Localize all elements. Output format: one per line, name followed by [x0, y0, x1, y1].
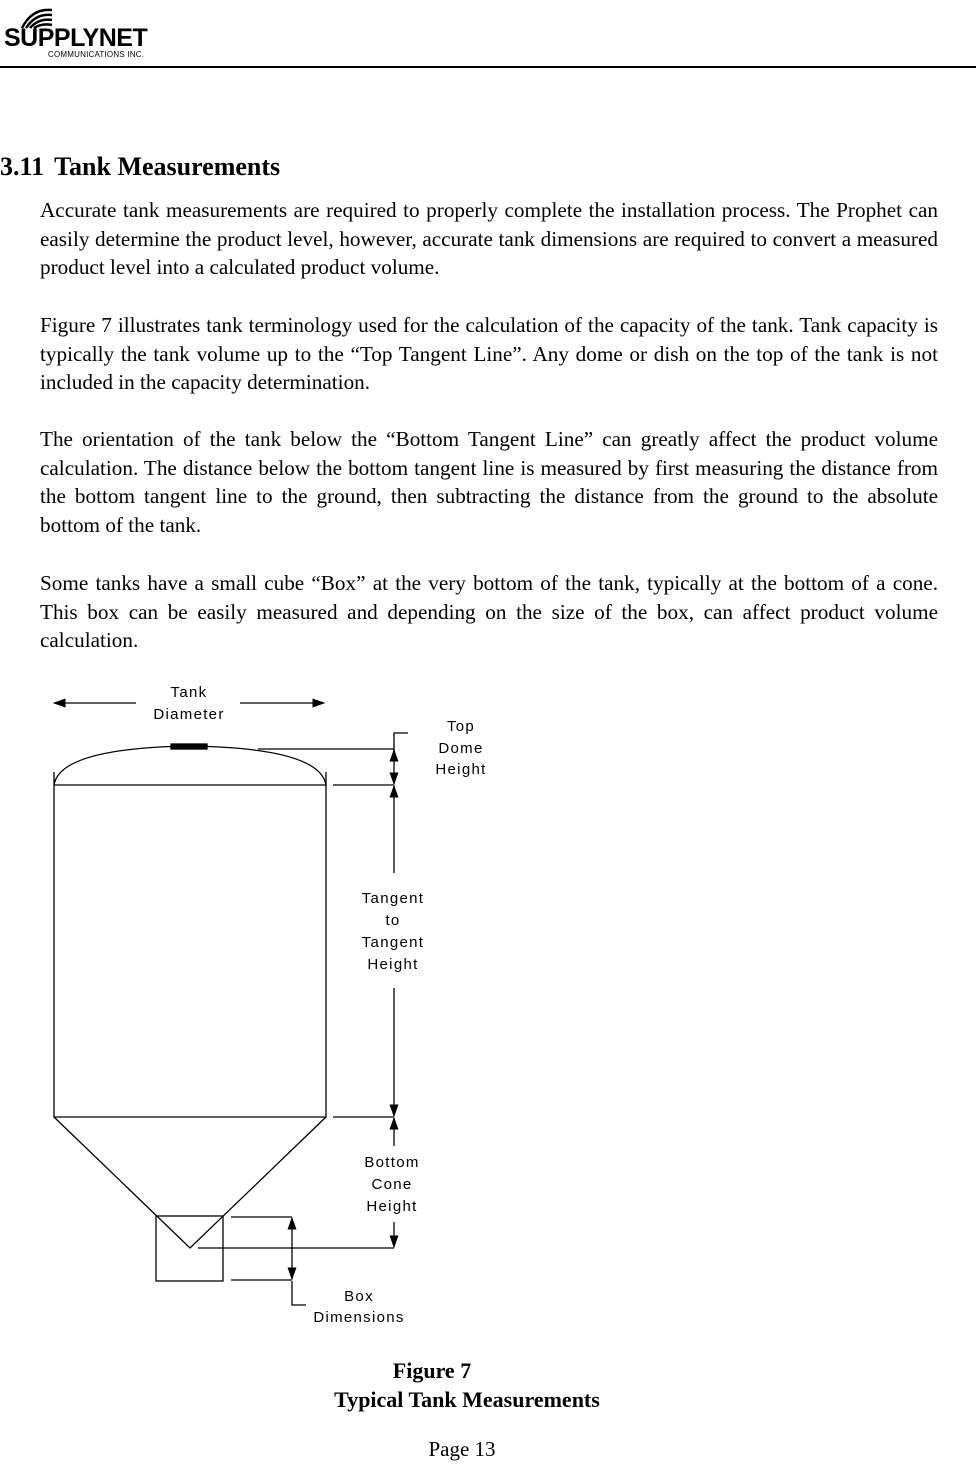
top-dome-label: Top: [446, 718, 476, 735]
page-number: Page 13: [428, 1437, 496, 1461]
paragraph: Figure 7 illustrates tank terminology used for the calculation of the capacity of the tank. Tank capacity is typically the tank volume up to the “Top Tangent Line”. Any dome or dish on the top of the tank is not included in the capacity determination.: [40, 313, 938, 395]
header-divider: [0, 66, 976, 68]
box-leader: [292, 1281, 306, 1305]
box-dimensions-label: Box: [344, 1288, 374, 1305]
tank-cylinder: [54, 772, 326, 1117]
tank-dome: [54, 746, 326, 785]
box-dimensions-label: Dimensions: [313, 1309, 405, 1326]
supplynet-logo: [4, 2, 174, 64]
figure-label: Figure 7: [392, 1358, 472, 1383]
top-dome-leader: [394, 733, 408, 752]
page-header: [0, 0, 976, 70]
paragraph: Accurate tank measurements are required to properly complete the installation process. The Prophet can easily determine the product level, however, accurate tank dimensions are required to convert a measured product level into a calculated product volume.: [40, 198, 938, 280]
tank-diagram: [0, 670, 976, 1340]
section-number: 3.11: [0, 152, 45, 181]
paragraph: The orientation of the tank below the “Bottom Tangent Line” can greatly affect the product volume calculation. The distance below the bottom tangent line is measured by first measuring the distance from the bottom tangent line to the ground, then subtracting the distance from the ground to the absolute bottom of the tank.: [40, 427, 938, 538]
tank-diameter-label: Diameter: [153, 706, 225, 723]
tangent-height-label: Height: [367, 956, 419, 973]
tank-diameter-label: Tank: [170, 684, 208, 701]
figure-title: Typical Tank Measurements: [334, 1387, 600, 1412]
tank-nozzle: [171, 744, 207, 749]
tangent-height-label: Tangent: [361, 890, 425, 907]
section-title: Tank Measurements: [54, 152, 281, 181]
logo-wordmark: SUPPLYNET: [4, 24, 148, 52]
top-dome-label: Height: [435, 761, 487, 778]
tangent-height-label: Tangent: [361, 934, 425, 951]
bottom-cone-label: Cone: [371, 1176, 413, 1193]
paragraph: Some tanks have a small cube “Box” at the very bottom of the tank, typically at the bottom of a cone. This box can be easily measured and depending on the size of the box, can affect product volume calculation.: [40, 571, 938, 653]
section-heading: [0, 152, 280, 182]
logo-subtitle: COMMUNICATIONS INC.: [48, 50, 145, 59]
bottom-cone-label: Height: [366, 1198, 418, 1215]
top-dome-label: Dome: [438, 740, 484, 757]
tank-cone: [54, 1117, 326, 1248]
tangent-height-label: to: [385, 912, 401, 929]
bottom-cone-label: Bottom: [364, 1154, 420, 1171]
